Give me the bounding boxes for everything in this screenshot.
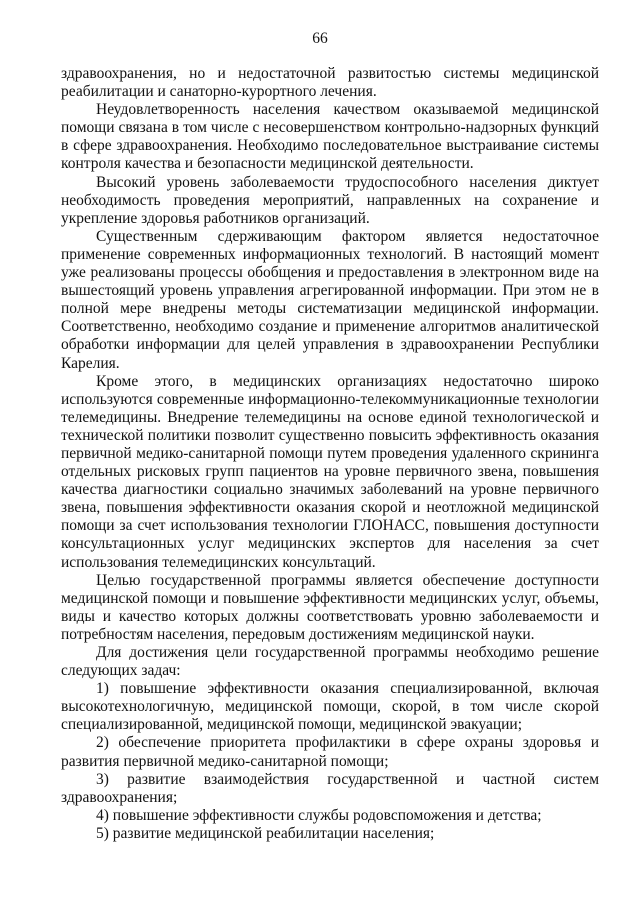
paragraph-7: Для достижения цели государственной программы необходимо решение следующих задач:	[61, 644, 599, 680]
list-item-4: 4) повышение эффективности службы родовспоможения и детства;	[96, 806, 542, 824]
list-item-3: 3) развитие взаимодействия государственной и частной систем здравоохранения;	[61, 770, 599, 806]
page-number: 66	[312, 30, 328, 47]
list-item-2: 2) обеспечение приоритета профилактики в сфере охраны здоровья и развития первичной медико-санитарной помощи;	[61, 734, 599, 770]
paragraph-4: Существенным сдерживающим фактором является недостаточное применение современных информационных технологий. В настоящий момент уже реализованы процессы обобщения и предоставления в электронном виде на вышестоящий уровень управления агрегированной информации. При этом не в полной мере внедрены методы систематизации медицинской информации. Соответственно, необходимо создание и применение алгоритмов аналитической обработки информации для целей управления в здравоохранении Республики Карелия.	[61, 227, 599, 372]
paragraph-1: здравоохранения, но и недостаточной развитостью системы медицинской реабилитации и санаторно-курортного лечения.	[61, 65, 599, 101]
document-body	[61, 65, 599, 843]
paragraph-6: Целью государственной программы является обеспечение доступности медицинской помощи и повышение эффективности медицинских услуг, объемы, виды и качество которых должны соответствовать уровню заболеваемости и потребностям населения, передовым достижениям медицинской науки.	[61, 571, 599, 643]
paragraph-2: Неудовлетворенность населения качеством оказываемой медицинской помощи связана в том числе с несовершенством контрольно-надзорных функций в сфере здравоохранения. Необходимо последовательное выстраивание системы контроля качества и безопасности медицинской деятельности.	[61, 101, 599, 173]
list-item-1: 1) повышение эффективности оказания специализированной, включая высокотехнологичную, медицинской помощи, скорой, в том числе скорой специализированной, медицинской помощи, медицинской эвакуации;	[61, 680, 599, 734]
paragraph-5: Кроме этого, в медицинских организациях недостаточно широко используются современные информационно-телекоммуникационные технологии телемедицины. Внедрение телемедицины на основе единой технологической и технической политики позволит существенно повысить эффективность оказания первичной медико-санитарной помощи путем проведения удаленного скрининга отдельных рисковых групп пациентов на уровне первичного звена, повышения качества диагностики социально значимых заболеваний на уровне первичного звена, повышения эффективности оказания скорой и неотложной медицинской помощи за счет использования технологии ГЛОНАСС, повышения доступности консультационных услуг медицинских экспертов для населения за счет использования телемедицинских консультаций.	[61, 372, 599, 571]
list-item-5: 5) развитие медицинской реабилитации населения;	[96, 824, 435, 842]
paragraph-3: Высокий уровень заболеваемости трудоспособного населения диктует необходимость проведения мероприятий, направленных на сохранение и укрепление здоровья работников организаций.	[61, 173, 599, 227]
